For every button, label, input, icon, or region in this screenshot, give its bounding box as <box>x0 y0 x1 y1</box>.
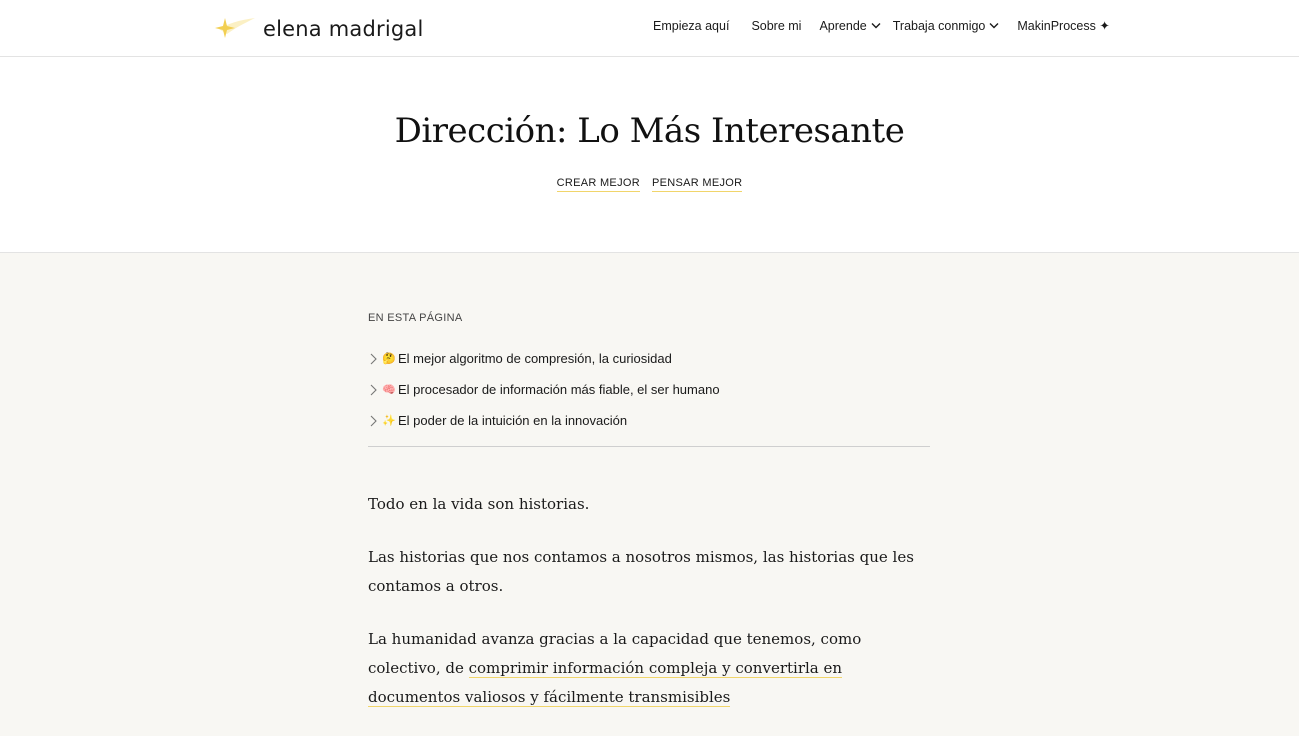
toc-item-label: El poder de la intuición en la innovación <box>398 413 628 428</box>
tag-crear-mejor[interactable]: CREAR MEJOR <box>557 177 640 192</box>
nav-label: Sobre mi <box>751 18 802 33</box>
sparkles-icon: ✨ <box>382 415 396 427</box>
nav-label: MakinProcess ✦ <box>1017 19 1110 33</box>
brand-name: elena madrigal <box>263 17 424 41</box>
paragraph-text: La humanidad avanza gracias a la capacidad que tenemos, como colectivo, de <box>368 630 862 677</box>
star-icon <box>213 14 257 44</box>
page-title: Dirección: Lo Más Interesante <box>394 111 905 151</box>
chevron-down-icon <box>989 22 999 29</box>
thinking-face-icon: 🤔 <box>382 353 396 365</box>
paragraph: Todo en la vida son historias. <box>368 495 590 513</box>
brand-logo[interactable] <box>213 14 424 44</box>
brain-icon: 🧠 <box>382 384 396 396</box>
nav-aprende[interactable] <box>819 19 880 33</box>
nav-empieza-aqui[interactable] <box>653 19 729 33</box>
toc-item-label: El procesador de información más fiable, el ser humano <box>398 382 720 397</box>
toc-item[interactable] <box>368 374 930 405</box>
paragraph: Las historias que nos contamos a nosotros mismos, las historias que les contamos a otros. <box>368 548 914 595</box>
chevron-right-icon <box>368 353 380 365</box>
top-navigation-bar <box>0 0 1299 57</box>
toc-item[interactable] <box>368 405 930 436</box>
inline-link[interactable]: comprimir información compleja y convertirla en documentos valiosos y fácilmente transmisibles <box>368 659 843 706</box>
tag-pensar-mejor[interactable]: PENSAR MEJOR <box>652 177 742 192</box>
nav-label: Trabaja conmigo <box>892 18 986 33</box>
hero-section <box>0 57 1299 253</box>
chevron-right-icon <box>368 415 380 427</box>
paragraph <box>368 625 928 712</box>
nav-makinprocess[interactable] <box>1017 18 1109 33</box>
nav-label: Aprende <box>819 18 867 33</box>
nav-label: Empieza aquí <box>653 18 730 33</box>
toc-heading: EN ESTA PÁGINA <box>368 312 463 324</box>
toc-item[interactable] <box>368 343 930 374</box>
toc-item-label: El mejor algoritmo de compresión, la curiosidad <box>398 351 672 366</box>
article-body <box>368 490 928 736</box>
category-tags <box>0 177 1299 192</box>
chevron-down-icon <box>871 22 881 29</box>
table-of-contents <box>368 312 930 447</box>
divider <box>368 446 930 447</box>
nav-sobre-mi[interactable] <box>751 19 801 33</box>
main-nav <box>653 18 1110 33</box>
nav-trabaja-conmigo[interactable] <box>893 19 1000 33</box>
chevron-right-icon <box>368 384 380 396</box>
